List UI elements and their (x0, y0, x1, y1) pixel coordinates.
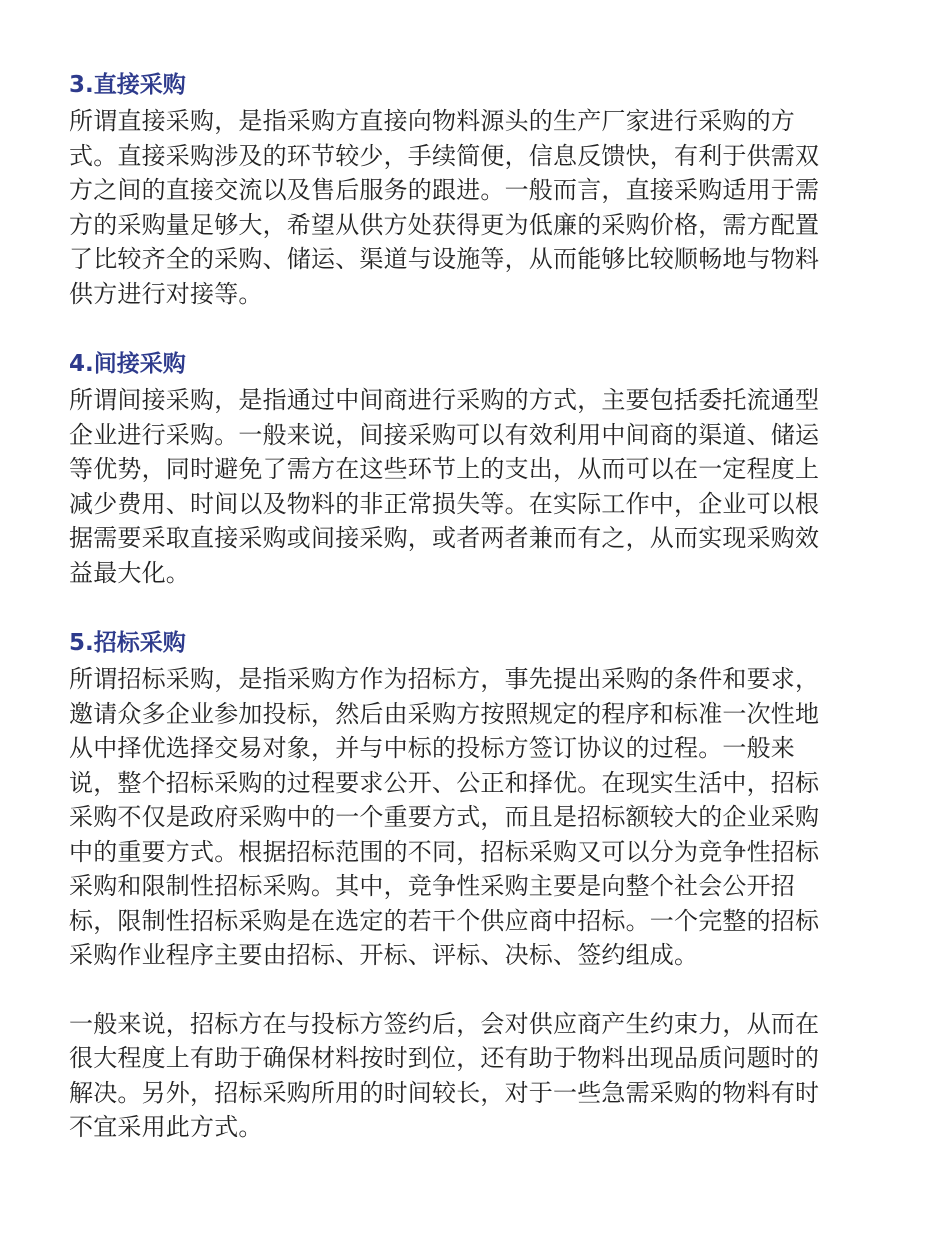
text-line: 式。直接采购涉及的环节较少，手续简便，信息反馈快，有利于供需双 (69, 141, 820, 170)
section-heading: 5.招标采购 (69, 630, 186, 656)
text-line: 采购不仅是政府采购中的一个重要方式，而且是招标额较大的企业采购 (69, 803, 820, 831)
text-line: 很大程度上有助于确保材料按时到位，还有助于物料出现品质问题时的 (69, 1044, 820, 1072)
text-line: 了比较齐全的采购、储运、渠道与设施等，从而能够比较顺畅地与物料 (69, 245, 820, 273)
section-heading: 4.间接采购 (69, 351, 186, 377)
text-line: 中的重要方式。根据招标范围的不同，招标采购又可以分为竞争性招标 (69, 837, 820, 866)
text-line: 不宜采用此方式。 (69, 1113, 263, 1141)
section-paragraph (69, 383, 861, 590)
text-line: 一般来说，招标方在与投标方签约后，会对供应商产生约束力，从而在 (69, 1009, 820, 1038)
section-paragraph (69, 104, 861, 311)
text-line: 方之间的直接交流以及售后服务的跟进。一般而言，直接采购适用于需 (69, 176, 820, 204)
text-line: 方的采购量足够大，希望从供方处获得更为低廉的采购价格，需方配置 (69, 210, 820, 239)
text-line: 采购和限制性招标采购。其中，竞争性采购主要是向整个社会公开招 (69, 872, 795, 900)
text-line: 据需要采取直接采购或间接采购，或者两者兼而有之，从而实现采购效 (69, 524, 820, 552)
text-line: 所谓招标采购，是指采购方作为招标方，事先提出采购的条件和要求， (69, 665, 820, 693)
section-tender-purchase (69, 624, 861, 1145)
text-line: 减少费用、时间以及物料的非正常损失等。在实际工作中，企业可以根 (69, 489, 820, 518)
text-line: 所谓直接采购，是指采购方直接向物料源头的生产厂家进行采购的方 (69, 107, 795, 135)
text-line: 标，限制性招标采购是在选定的若干个供应商中招标。一个完整的招标 (69, 906, 820, 935)
section-indirect-purchase (69, 345, 861, 590)
text-line: 解决。另外，招标采购所用的时间较长，对于一些急需采购的物料有时 (69, 1078, 820, 1107)
text-line: 说，整个招标采购的过程要求公开、公正和择优。在现实生活中，招标 (69, 768, 820, 797)
text-line: 益最大化。 (69, 558, 190, 587)
section-heading: 3.直接采购 (69, 72, 186, 98)
text-line: 邀请众多企业参加投标，然后由采购方按照规定的程序和标准一次性地 (69, 699, 820, 728)
section-direct-purchase (69, 66, 861, 311)
text-line: 所谓间接采购，是指通过中间商进行采购的方式，主要包括委托流通型 (69, 386, 820, 414)
section-paragraph (69, 1007, 861, 1145)
text-line: 采购作业程序主要由招标、开标、评标、决标、签约组成。 (69, 941, 699, 969)
text-line: 企业进行采购。一般来说，间接采购可以有效利用中间商的渠道、储运 (69, 420, 820, 449)
text-line: 等优势，同时避免了需方在这些环节上的支出，从而可以在一定程度上 (69, 455, 820, 483)
section-paragraph (69, 662, 861, 973)
document-page (69, 66, 861, 1145)
text-line: 供方进行对接等。 (69, 279, 263, 308)
text-line: 从中择优选择交易对象，并与中标的投标方签订协议的过程。一般来 (69, 734, 795, 762)
